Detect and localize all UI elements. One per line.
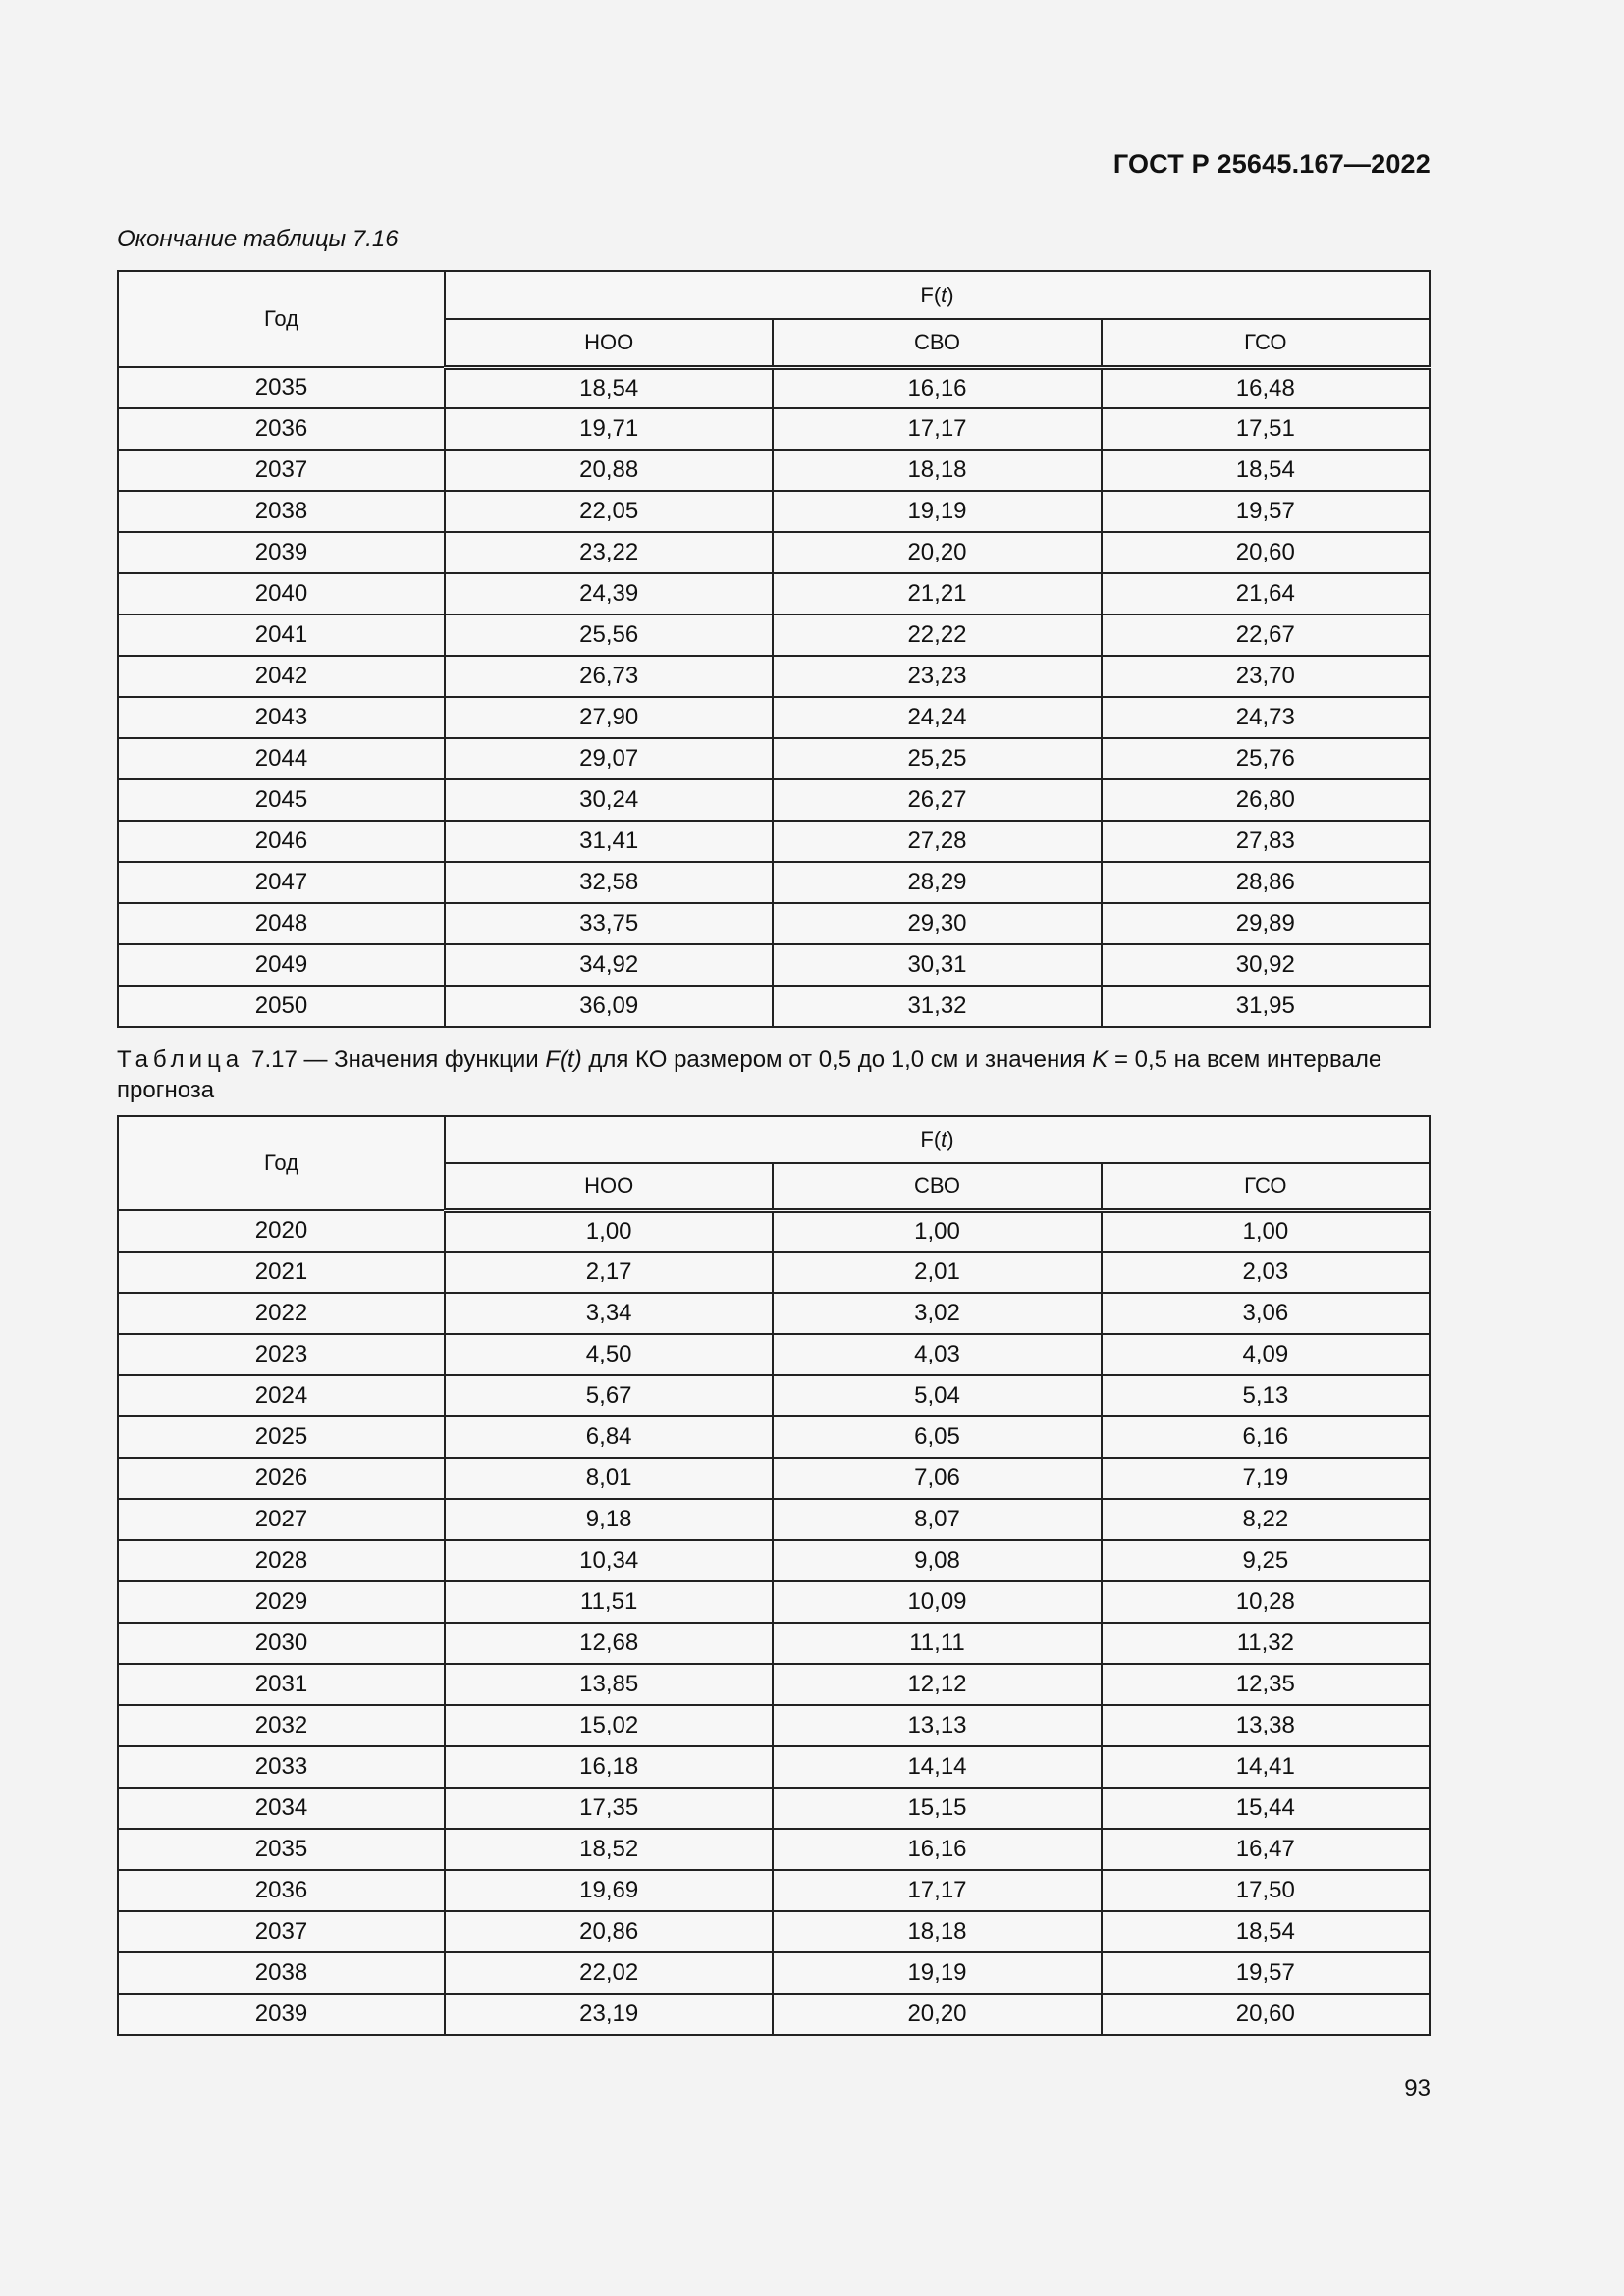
table-row [118, 656, 1430, 697]
ft-variable: t [941, 282, 947, 307]
table-body [118, 1210, 1430, 2035]
caption-function: F(t) [545, 1046, 582, 1073]
cell-gso: 10,28 [1102, 1581, 1430, 1623]
table-row [118, 697, 1430, 738]
cell-svo: 14,14 [773, 1746, 1101, 1788]
cell-svo: 15,15 [773, 1788, 1101, 1829]
cell-noo: 3,34 [445, 1293, 773, 1334]
table-row [118, 1952, 1430, 1994]
cell-gso: 6,16 [1102, 1416, 1430, 1458]
cell-svo: 12,12 [773, 1664, 1101, 1705]
cell-svo: 5,04 [773, 1375, 1101, 1416]
table-row [118, 532, 1430, 573]
cell-svo: 28,29 [773, 862, 1101, 903]
cell-year: 2025 [118, 1416, 445, 1458]
cell-gso: 3,06 [1102, 1293, 1430, 1334]
cell-noo: 16,18 [445, 1746, 773, 1788]
data-table-7-17 [117, 1115, 1431, 2036]
caption-label: Таблица [117, 1046, 244, 1073]
cell-gso: 2,03 [1102, 1252, 1430, 1293]
caption-text-3: = 0,5 на всем интервале прогноза [117, 1046, 1382, 1103]
cell-gso: 16,47 [1102, 1829, 1430, 1870]
cell-year: 2050 [118, 986, 445, 1027]
cell-svo: 3,02 [773, 1293, 1101, 1334]
cell-noo: 26,73 [445, 656, 773, 697]
cell-noo: 6,84 [445, 1416, 773, 1458]
cell-gso: 4,09 [1102, 1334, 1430, 1375]
table-row [118, 738, 1430, 779]
cell-svo: 4,03 [773, 1334, 1101, 1375]
cell-noo: 20,88 [445, 450, 773, 491]
cell-svo: 31,32 [773, 986, 1101, 1027]
cell-gso: 16,48 [1102, 367, 1430, 408]
cell-year: 2036 [118, 408, 445, 450]
cell-year: 2034 [118, 1788, 445, 1829]
cell-noo: 31,41 [445, 821, 773, 862]
cell-year: 2032 [118, 1705, 445, 1746]
table-row [118, 944, 1430, 986]
table-row [118, 408, 1430, 450]
cell-svo: 1,00 [773, 1210, 1101, 1252]
cell-gso: 28,86 [1102, 862, 1430, 903]
table-row [118, 491, 1430, 532]
cell-svo: 16,16 [773, 367, 1101, 408]
cell-svo: 9,08 [773, 1540, 1101, 1581]
caption-text-2: для КО размером от 0,5 до 1,0 см и значения [581, 1046, 1093, 1073]
table-row [118, 779, 1430, 821]
cell-gso: 17,51 [1102, 408, 1430, 450]
cell-gso: 29,89 [1102, 903, 1430, 944]
table-row [118, 1705, 1430, 1746]
cell-year: 2047 [118, 862, 445, 903]
table-row [118, 1829, 1430, 1870]
cell-noo: 18,54 [445, 367, 773, 408]
cell-noo: 24,39 [445, 573, 773, 614]
table-row [118, 367, 1430, 408]
table-row [118, 1416, 1430, 1458]
cell-gso: 18,54 [1102, 450, 1430, 491]
cell-gso: 15,44 [1102, 1788, 1430, 1829]
ft-suffix: ) [947, 1127, 954, 1151]
cell-gso: 12,35 [1102, 1664, 1430, 1705]
standard-designation: ГОСТ Р 25645.167—2022 [1112, 149, 1431, 179]
cell-gso: 24,73 [1102, 697, 1430, 738]
cell-noo: 10,34 [445, 1540, 773, 1581]
cell-gso: 17,50 [1102, 1870, 1430, 1911]
cell-noo: 33,75 [445, 903, 773, 944]
cell-year: 2039 [118, 1994, 445, 2035]
cell-gso: 9,25 [1102, 1540, 1430, 1581]
cell-noo: 13,85 [445, 1664, 773, 1705]
table-row [118, 862, 1430, 903]
cell-noo: 25,56 [445, 614, 773, 656]
cell-noo: 9,18 [445, 1499, 773, 1540]
cell-gso: 19,57 [1102, 491, 1430, 532]
ft-prefix: F( [920, 282, 942, 307]
cell-noo: 36,09 [445, 986, 773, 1027]
cell-year: 2022 [118, 1293, 445, 1334]
cell-svo: 21,21 [773, 573, 1101, 614]
cell-noo: 32,58 [445, 862, 773, 903]
cell-svo: 16,16 [773, 1829, 1101, 1870]
cell-gso: 22,67 [1102, 614, 1430, 656]
ft-prefix: F( [920, 1127, 942, 1151]
cell-noo: 20,86 [445, 1911, 773, 1952]
cell-year: 2021 [118, 1252, 445, 1293]
column-header-gso: ГСО [1102, 1163, 1430, 1210]
cell-noo: 18,52 [445, 1829, 773, 1870]
cell-svo: 30,31 [773, 944, 1101, 986]
cell-year: 2036 [118, 1870, 445, 1911]
cell-year: 2024 [118, 1375, 445, 1416]
table-row [118, 1664, 1430, 1705]
cell-svo: 26,27 [773, 779, 1101, 821]
table-row [118, 1458, 1430, 1499]
cell-gso: 25,76 [1102, 738, 1430, 779]
cell-year: 2040 [118, 573, 445, 614]
cell-gso: 30,92 [1102, 944, 1430, 986]
cell-year: 2043 [118, 697, 445, 738]
cell-year: 2030 [118, 1623, 445, 1664]
cell-svo: 18,18 [773, 1911, 1101, 1952]
cell-gso: 18,54 [1102, 1911, 1430, 1952]
cell-gso: 8,22 [1102, 1499, 1430, 1540]
cell-noo: 23,22 [445, 532, 773, 573]
cell-gso: 23,70 [1102, 656, 1430, 697]
cell-noo: 2,17 [445, 1252, 773, 1293]
cell-svo: 24,24 [773, 697, 1101, 738]
cell-year: 2037 [118, 1911, 445, 1952]
cell-gso: 7,19 [1102, 1458, 1430, 1499]
table-row [118, 1788, 1430, 1829]
cell-noo: 27,90 [445, 697, 773, 738]
page-number: 93 [1404, 2075, 1431, 2102]
cell-year: 2028 [118, 1540, 445, 1581]
cell-svo: 10,09 [773, 1581, 1101, 1623]
cell-svo: 11,11 [773, 1623, 1101, 1664]
cell-year: 2020 [118, 1210, 445, 1252]
cell-svo: 29,30 [773, 903, 1101, 944]
cell-svo: 19,19 [773, 491, 1101, 532]
cell-svo: 25,25 [773, 738, 1101, 779]
column-group-ft [445, 1116, 1430, 1163]
table-row [118, 1210, 1430, 1252]
cell-svo: 6,05 [773, 1416, 1101, 1458]
caption-text-1: — Значения функции [297, 1046, 546, 1073]
cell-year: 2035 [118, 367, 445, 408]
cell-year: 2039 [118, 532, 445, 573]
column-header-noo: НОО [445, 1163, 773, 1210]
table-row [118, 821, 1430, 862]
cell-noo: 19,71 [445, 408, 773, 450]
cell-noo: 34,92 [445, 944, 773, 986]
cell-gso: 5,13 [1102, 1375, 1430, 1416]
cell-noo: 5,67 [445, 1375, 773, 1416]
cell-svo: 2,01 [773, 1252, 1101, 1293]
ft-suffix: ) [947, 282, 954, 307]
cell-svo: 20,20 [773, 1994, 1101, 2035]
cell-gso: 31,95 [1102, 986, 1430, 1027]
table-row [118, 573, 1430, 614]
cell-noo: 11,51 [445, 1581, 773, 1623]
cell-svo: 27,28 [773, 821, 1101, 862]
cell-noo: 1,00 [445, 1210, 773, 1252]
cell-year: 2033 [118, 1746, 445, 1788]
cell-svo: 23,23 [773, 656, 1101, 697]
cell-noo: 15,02 [445, 1705, 773, 1746]
table-7-17-caption [117, 1044, 1433, 1105]
cell-year: 2044 [118, 738, 445, 779]
cell-year: 2026 [118, 1458, 445, 1499]
cell-gso: 20,60 [1102, 1994, 1430, 2035]
cell-year: 2027 [118, 1499, 445, 1540]
table-body [118, 367, 1430, 1027]
cell-noo: 4,50 [445, 1334, 773, 1375]
cell-gso: 20,60 [1102, 532, 1430, 573]
cell-svo: 17,17 [773, 408, 1101, 450]
cell-noo: 19,69 [445, 1870, 773, 1911]
table-row [118, 1994, 1430, 2035]
column-group-ft [445, 271, 1430, 319]
cell-year: 2049 [118, 944, 445, 986]
cell-svo: 7,06 [773, 1458, 1101, 1499]
cell-year: 2038 [118, 1952, 445, 1994]
table-continuation-caption: Окончание таблицы 7.16 [117, 226, 399, 252]
cell-year: 2048 [118, 903, 445, 944]
column-header-year: Год [118, 1116, 445, 1210]
cell-year: 2029 [118, 1581, 445, 1623]
cell-noo: 12,68 [445, 1623, 773, 1664]
cell-gso: 11,32 [1102, 1623, 1430, 1664]
cell-year: 2045 [118, 779, 445, 821]
cell-year: 2023 [118, 1334, 445, 1375]
caption-k: K [1092, 1046, 1109, 1073]
table-row [118, 1581, 1430, 1623]
cell-svo: 13,13 [773, 1705, 1101, 1746]
cell-svo: 8,07 [773, 1499, 1101, 1540]
cell-svo: 18,18 [773, 450, 1101, 491]
table-row [118, 1293, 1430, 1334]
column-header-year: Год [118, 271, 445, 367]
table-row [118, 1746, 1430, 1788]
cell-year: 2037 [118, 450, 445, 491]
column-header-gso: ГСО [1102, 319, 1430, 367]
cell-noo: 22,02 [445, 1952, 773, 1994]
cell-year: 2031 [118, 1664, 445, 1705]
table-row [118, 450, 1430, 491]
cell-gso: 14,41 [1102, 1746, 1430, 1788]
caption-number: 7.17 [251, 1046, 298, 1073]
table-row [118, 903, 1430, 944]
table-row [118, 1499, 1430, 1540]
cell-noo: 8,01 [445, 1458, 773, 1499]
table-row [118, 1540, 1430, 1581]
table-row [118, 986, 1430, 1027]
column-header-noo: НОО [445, 319, 773, 367]
cell-gso: 26,80 [1102, 779, 1430, 821]
cell-noo: 29,07 [445, 738, 773, 779]
table-row [118, 1375, 1430, 1416]
cell-svo: 22,22 [773, 614, 1101, 656]
cell-noo: 30,24 [445, 779, 773, 821]
table-row [118, 1334, 1430, 1375]
cell-year: 2041 [118, 614, 445, 656]
column-header-svo: СВО [773, 1163, 1101, 1210]
ft-variable: t [941, 1127, 947, 1151]
cell-year: 2038 [118, 491, 445, 532]
cell-gso: 1,00 [1102, 1210, 1430, 1252]
cell-noo: 22,05 [445, 491, 773, 532]
cell-svo: 17,17 [773, 1870, 1101, 1911]
table-row [118, 1252, 1430, 1293]
table-row [118, 1623, 1430, 1664]
cell-noo: 23,19 [445, 1994, 773, 2035]
table-row [118, 1911, 1430, 1952]
cell-svo: 19,19 [773, 1952, 1101, 1994]
cell-year: 2046 [118, 821, 445, 862]
column-header-svo: СВО [773, 319, 1101, 367]
cell-svo: 20,20 [773, 532, 1101, 573]
cell-gso: 21,64 [1102, 573, 1430, 614]
cell-gso: 19,57 [1102, 1952, 1430, 1994]
table-row [118, 1870, 1430, 1911]
cell-noo: 17,35 [445, 1788, 773, 1829]
cell-year: 2035 [118, 1829, 445, 1870]
cell-year: 2042 [118, 656, 445, 697]
cell-gso: 27,83 [1102, 821, 1430, 862]
cell-gso: 13,38 [1102, 1705, 1430, 1746]
data-table-7-16 [117, 270, 1431, 1028]
table-row [118, 614, 1430, 656]
